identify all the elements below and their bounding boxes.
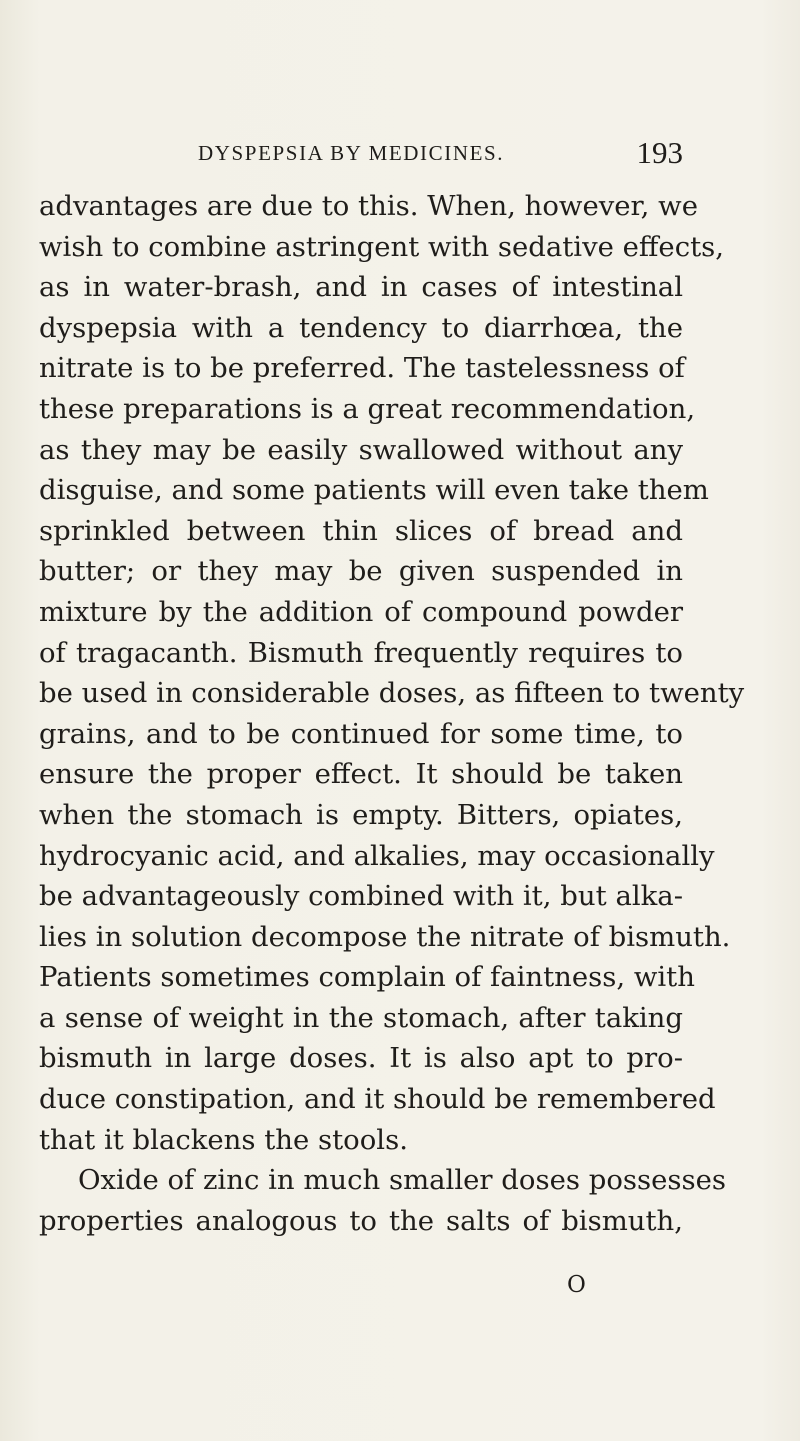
text-line-2: wish to combine astringent with sedative effects, xyxy=(39,230,725,263)
text-line-17: hydrocyanic acid, and alkalies, may occasionally xyxy=(39,839,715,872)
text-line-25: Oxide of zinc in much smaller doses possesses xyxy=(78,1164,726,1197)
text-line-1: advantages are due to this. When, however, we xyxy=(39,190,698,222)
page-number: 193 xyxy=(636,135,683,170)
text-line-19: lies in solution decompose the nitrate of bismuth. xyxy=(39,920,731,953)
text-line-4: dyspepsia with a tendency to diarrhœa, the xyxy=(39,311,683,344)
text-line-15: ensure the proper effect. It should be taken xyxy=(39,758,683,791)
text-line-7: as they may be easily swallowed without any xyxy=(39,433,683,466)
text-line-3: as in water-brash, and in cases of intestinal xyxy=(39,271,683,304)
text-line-16: when the stomach is empty. Bitters, opiates, xyxy=(39,798,683,831)
text-line-6: these preparations is a great recommendation, xyxy=(39,392,696,425)
text-line-26: properties analogous to the salts of bismuth, xyxy=(39,1204,683,1237)
text-line-5: nitrate is to be preferred. The tastelessness of xyxy=(39,352,685,385)
page-header xyxy=(198,135,683,171)
text-line-20: Patients sometimes complain of faintness, with xyxy=(39,961,695,994)
text-line-12: of tragacanth. Bismuth frequently requires to xyxy=(39,636,683,669)
text-line-8: disguise, and some patients will even take them xyxy=(39,474,709,507)
text-line-11: mixture by the addition of compound powder xyxy=(39,595,683,628)
text-line-13: be used in considerable doses, as fifteen to twenty xyxy=(39,677,745,710)
text-line-9: sprinkled between thin slices of bread and xyxy=(39,514,683,547)
text-line-18: be advantageously combined with it, but alka- xyxy=(39,880,683,913)
signature-mark: O xyxy=(567,1272,586,1298)
text-line-24: that it blackens the stools. xyxy=(39,1123,408,1156)
text-line-14: grains, and to be continued for some time, to xyxy=(39,717,683,750)
text-line-21: a sense of weight in the stomach, after taking xyxy=(39,1001,683,1034)
text-line-23: duce constipation, and it should be remembered xyxy=(39,1083,716,1116)
body-text xyxy=(39,186,745,1241)
text-line-22: bismuth in large doses. It is also apt to pro- xyxy=(39,1042,683,1075)
text-line-10: butter; or they may be given suspended in xyxy=(39,555,683,588)
running-head: DYSPEPSIA BY MEDICINES. xyxy=(198,141,505,165)
